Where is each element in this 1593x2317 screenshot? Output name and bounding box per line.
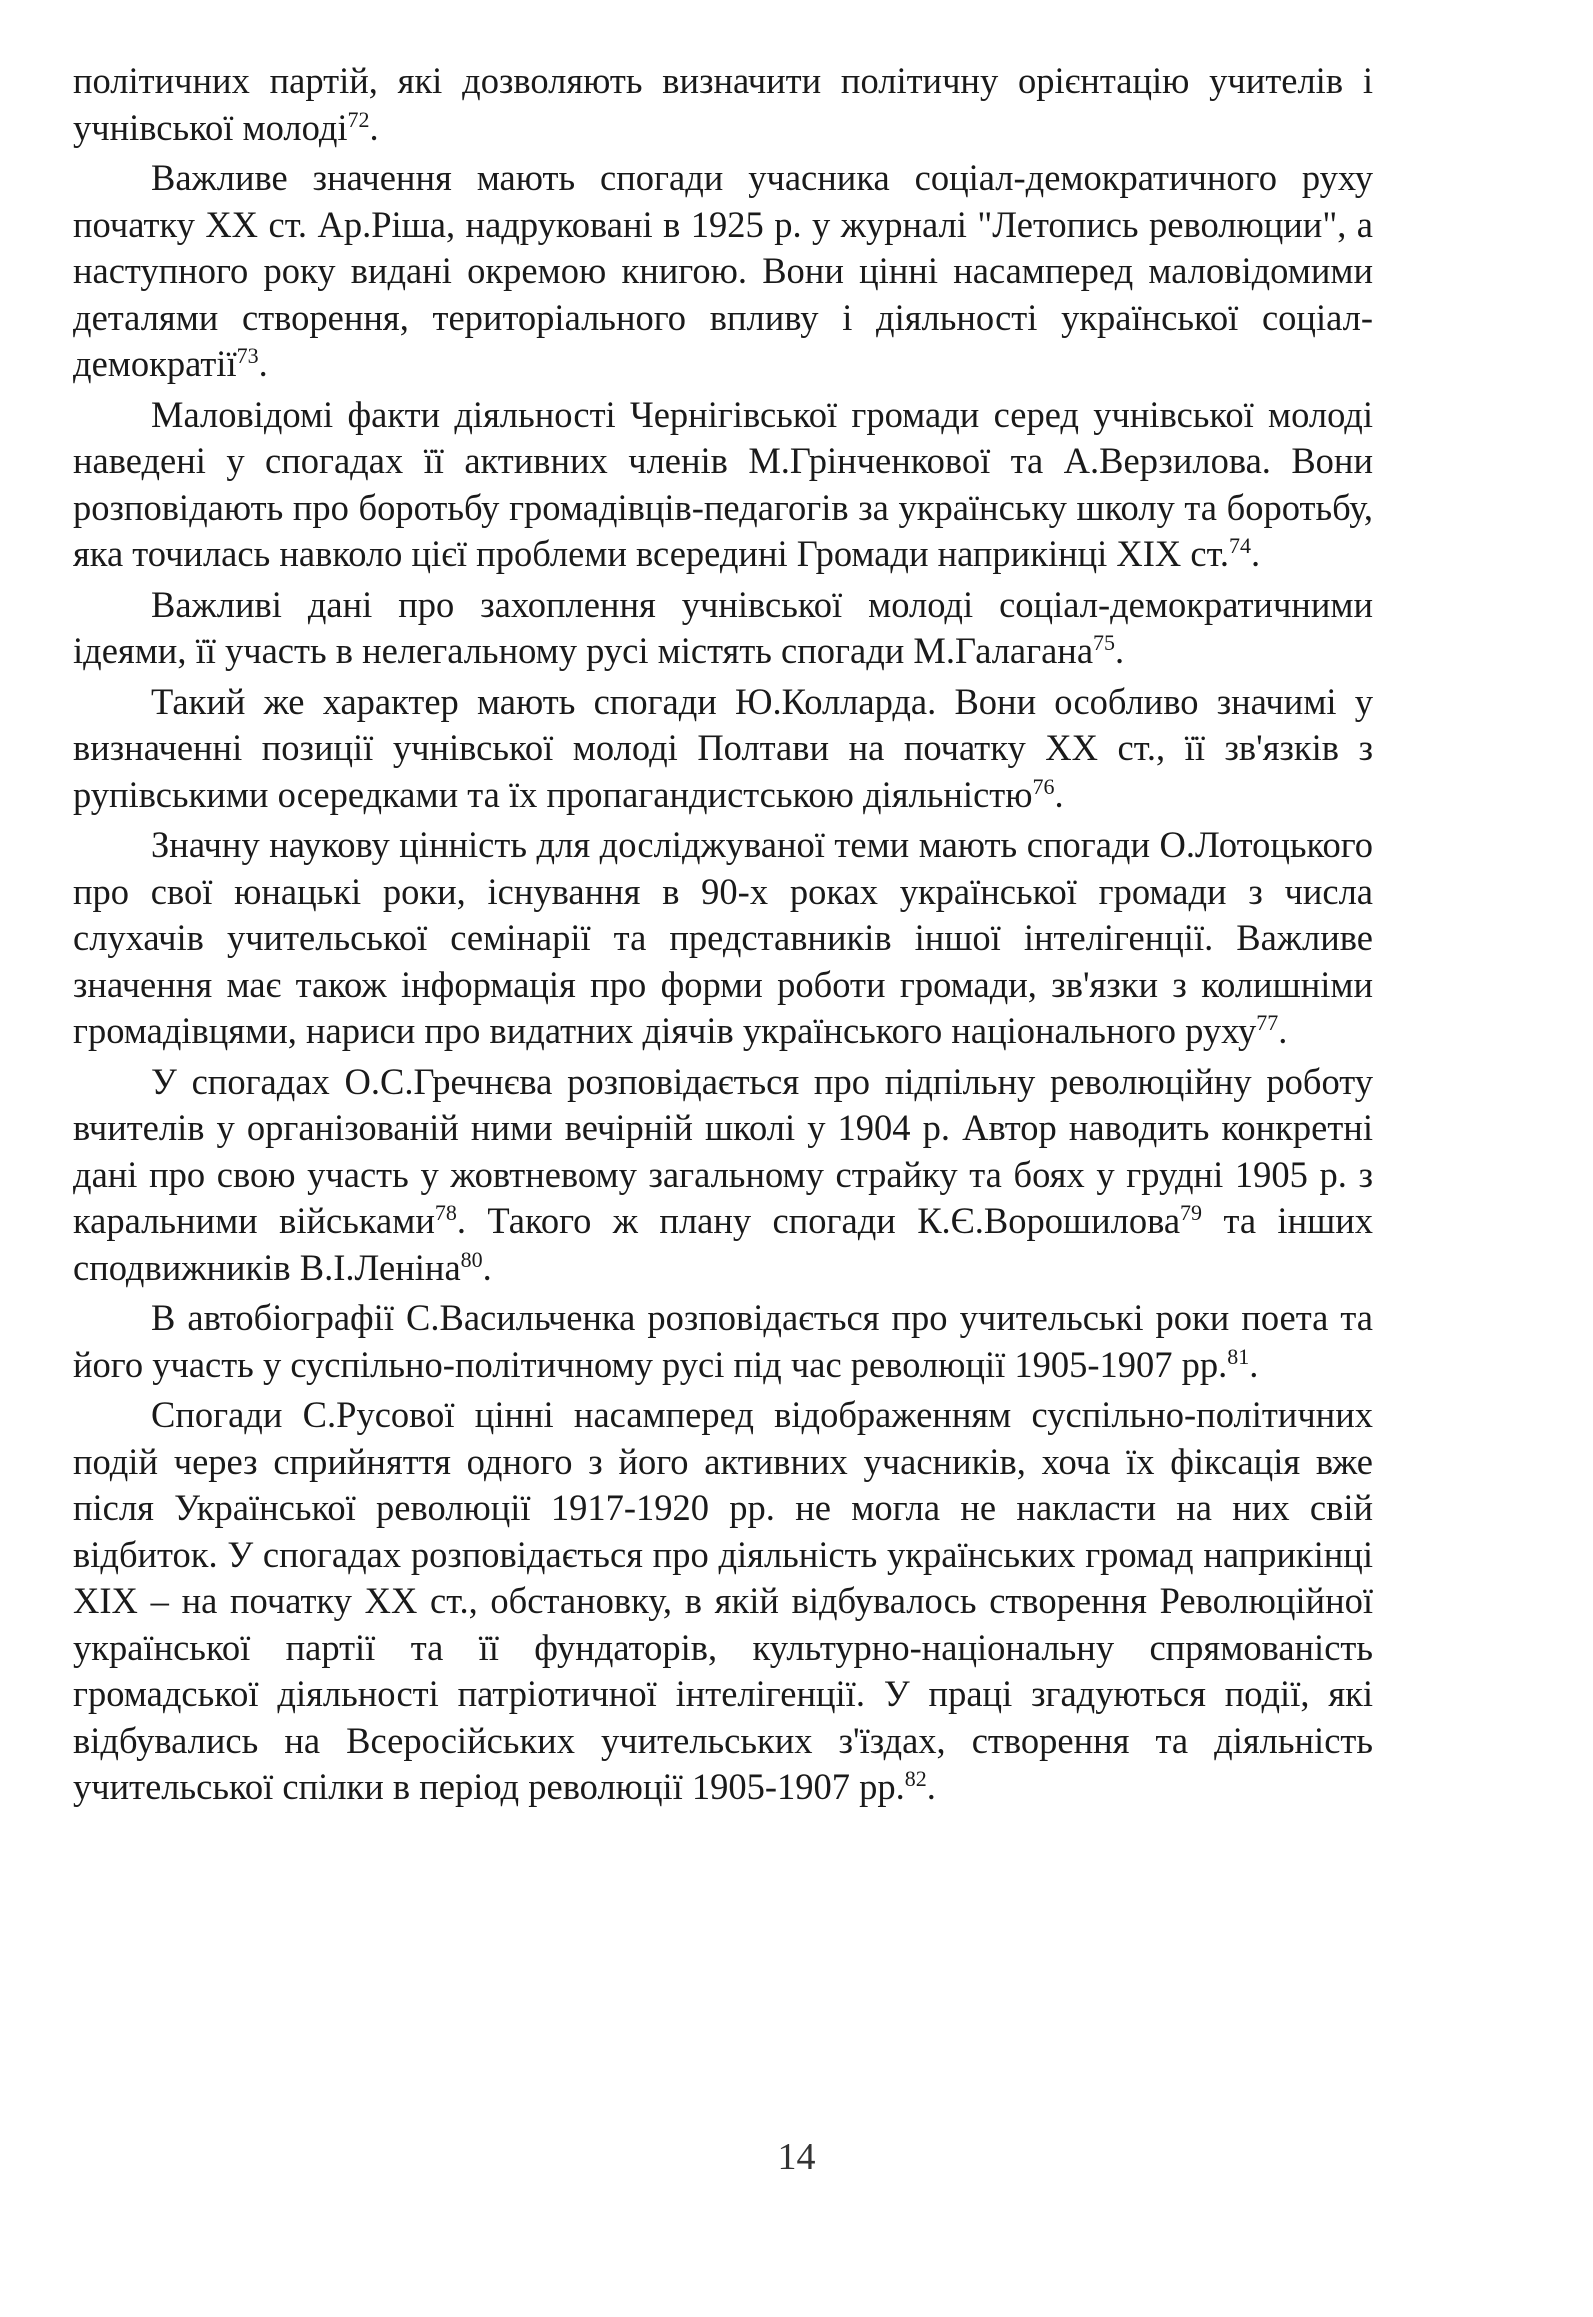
footnote-ref: 82 — [904, 1765, 927, 1791]
paragraph — [73, 58, 1373, 151]
paragraph-text: В автобіографії С.Васильченка розповідається про учительські роки поета та його участь у суспільно-політичному русі під час революції 1905-1907 рр. — [73, 1297, 1373, 1385]
document-page — [73, 58, 1373, 2238]
paragraph — [73, 1059, 1373, 1292]
paragraph-text: . — [1278, 1010, 1288, 1051]
paragraph-text: Важливі дані про захоплення учнівської молоді соціал-демократичними ідеями, її участь в нелегальному русі містять спогади М.Галагана — [73, 583, 1373, 671]
paragraph — [73, 582, 1373, 675]
footnote-ref: 76 — [1032, 773, 1055, 799]
footnote-ref: 75 — [1093, 629, 1116, 655]
paragraph-text: . — [1249, 1343, 1259, 1385]
footnote-ref: 73 — [236, 342, 259, 368]
paragraph-text: . — [1115, 630, 1125, 671]
footnote-ref: 72 — [347, 106, 370, 132]
footnote-ref: 74 — [1228, 532, 1251, 558]
paragraph-text: політичних партій, які дозволяють визначити політичну орієнтацію учителів і учнівської молоді — [73, 60, 1373, 148]
paragraph-text: Маловідомі факти діяльності Чернігівської громади серед учнівської молоді наведені у спогадах її активних членів М.Грінченкової та А.Верзилова. Вони розповідають про боротьбу громадівців-педагогів за українську школу та боротьбу, яка точилась навколо цієї проблеми всередині Громади наприкінці XIX ст. — [73, 393, 1373, 574]
footnote-ref: 78 — [434, 1199, 457, 1225]
paragraph-text: та інших сподвижників В.І.Леніна — [73, 1200, 1373, 1288]
paragraph — [73, 822, 1373, 1055]
paragraph — [73, 155, 1373, 388]
paragraph-text: . — [369, 106, 379, 148]
paragraph-text: Важливе значення мають спогади учасника соціал-демократичного руху початку XX ст. Ар.Ріша, надруковані в 1925 р. у журналі "Летопись революции", а наступного року видані окремою книгою. Вони цінні насамперед маловідомими деталями створення, територіального впливу і діяльності української соціал-демократії — [73, 157, 1373, 384]
footnote-ref: 77 — [1256, 1009, 1279, 1035]
paragraph-text: . Такого ж плану спогади К.Є.Ворошилова — [456, 1200, 1181, 1241]
paragraph-text: . — [482, 1246, 492, 1288]
paragraph-text: . — [258, 343, 268, 384]
paragraph-text: Значну наукову цінність для досліджуваної теми мають спогади О.Лотоцького про свої юнацькі роки, існування в 90-х роках української громади з числа слухачів учительської семінарії та представників іншої інтелігенції. Важливе значення має також інформація про форми роботи громади, зв'язки з колишніми громадівцями, нариси про видатних діячів українського національного руху — [73, 824, 1373, 1051]
paragraph-text: Спогади С.Русової цінні насамперед відображенням суспільно-політичних подій через сприйняття одного з його активних учасників, хоча їх фіксація вже після Української революції 1917-1920 рр. не могла не накласти на них свій відбиток. У спогадах розповідається про діяльність українських громад наприкінці XIX – на початку XX ст., обстановку, в якій відбувалось створення Революційної української партії та її фундаторів, культурно-національну спрямованість громадської діяльності патріотичної інтелігенції. У праці згадуються події, які відбувались на Всеросійських учительських з'їздах, створення та діяльність учительської спілки в період революції 1905-1907 рр. — [73, 1394, 1373, 1807]
footnote-ref: 81 — [1227, 1343, 1250, 1369]
page-number: 14 — [777, 2136, 816, 2178]
paragraph-text: . — [1250, 533, 1261, 574]
paragraph — [73, 1295, 1373, 1388]
footnote-ref: 80 — [460, 1246, 483, 1272]
paragraph-text: . — [1054, 773, 1064, 815]
paragraph-text: . — [926, 1766, 936, 1807]
paragraph-text: У спогадах О.С.Гречнєва розповідається про підпільну революційну роботу вчителів у організованій ними вечірній школі у 1904 р. Автор наводить конкретні дані про свою участь у жовтневому загальному страйку та боях у грудні 1905 р. з каральними військами — [73, 1060, 1373, 1241]
footnote-ref: 79 — [1180, 1199, 1203, 1225]
paragraph — [73, 392, 1373, 578]
paragraph — [73, 679, 1373, 819]
paragraph-text: Такий же характер мають спогади Ю.Колларда. Вони особливо значимі у визначенні позиції учнівської молоді Полтави на початку XX ст., її зв'язків з рупівськими осередками та їх пропагандистською діяльністю — [73, 680, 1373, 815]
paragraph — [73, 1392, 1373, 1811]
